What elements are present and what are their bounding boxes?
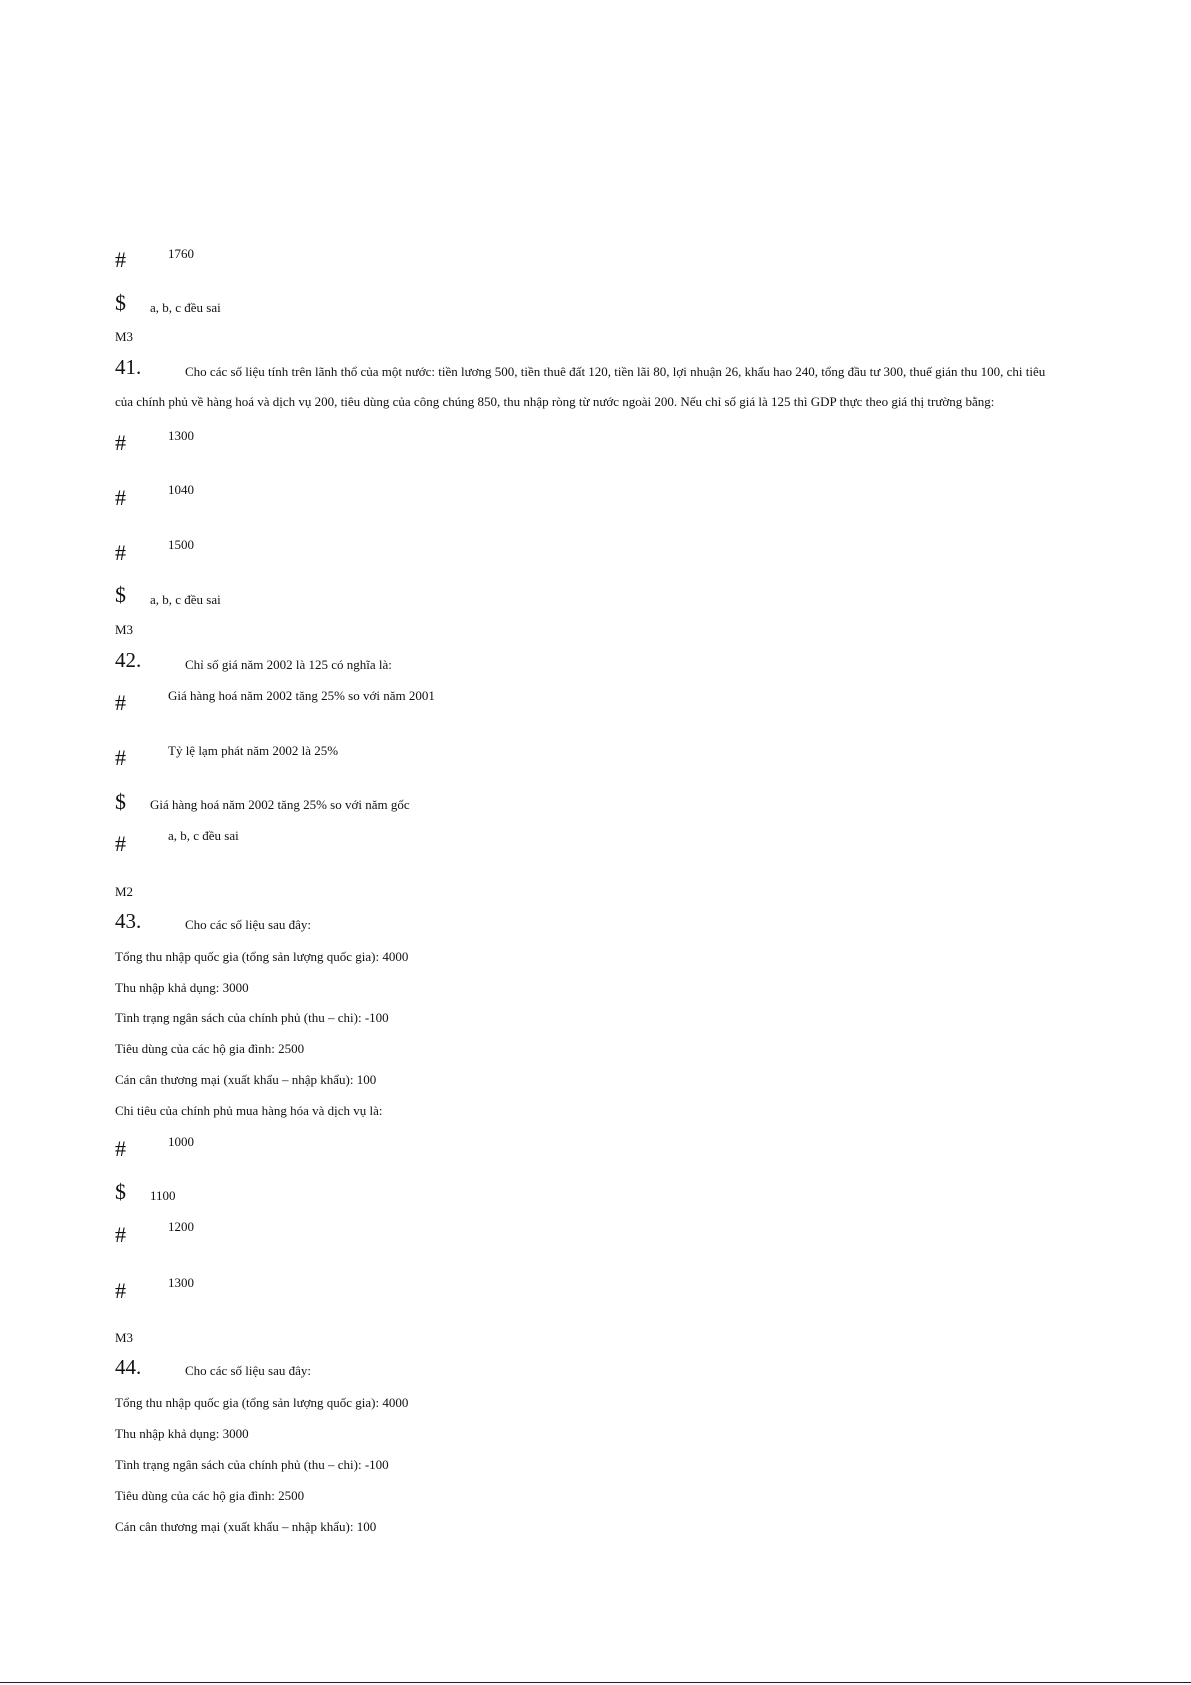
- option-text: 1200: [168, 1219, 194, 1234]
- answer-marker: $: [115, 1179, 126, 1204]
- option-text: 1300: [168, 428, 194, 443]
- question-text: Chỉ số giá năm 2002 là 125 có nghĩa là:: [185, 657, 392, 672]
- option-text: 1040: [168, 482, 194, 497]
- question-number: 41.: [115, 355, 142, 379]
- option-text: 1500: [168, 537, 194, 552]
- difficulty-level: M3: [115, 1330, 134, 1345]
- data-line: Thu nhập khả dụng: 3000: [115, 1426, 249, 1441]
- option-text: 1760: [168, 246, 194, 261]
- difficulty-level: M2: [115, 884, 134, 899]
- answer-marker: $: [115, 789, 126, 814]
- question-text-continued: của chính phủ về hàng hoá và dịch vụ 200, tiêu dùng của công chúng 850, thu nhập ròng từ nước ngoài 200. Nếu chỉ số giá là 125 thì GDP thực theo giá thị trường bằng:: [115, 394, 995, 409]
- question-number: 44.: [115, 1355, 142, 1379]
- option-marker: #: [115, 485, 126, 510]
- difficulty-level: M3: [115, 329, 134, 344]
- data-line: Tiêu dùng của các hộ gia đình: 2500: [115, 1041, 305, 1056]
- data-line: Thu nhập khả dụng: 3000: [115, 980, 249, 995]
- option-text: Tỷ lệ lạm phát năm 2002 là 25%: [168, 743, 339, 758]
- answer-marker: $: [115, 582, 126, 607]
- answer-text: a, b, c đều sai: [150, 592, 221, 607]
- data-line: Tiêu dùng của các hộ gia đình: 2500: [115, 1488, 305, 1503]
- answer-text: Giá hàng hoá năm 2002 tăng 25% so với năm gốc: [150, 797, 410, 812]
- option-marker: #: [115, 745, 126, 770]
- option-text: Giá hàng hoá năm 2002 tăng 25% so với năm 2001: [168, 688, 435, 703]
- option-marker: #: [115, 1278, 126, 1303]
- question-prompt: Chi tiêu của chính phủ mua hàng hóa và dịch vụ là:: [115, 1103, 383, 1118]
- answer-text: a, b, c đều sai: [150, 300, 221, 315]
- option-text: 1300: [168, 1275, 194, 1290]
- option-marker: #: [115, 1222, 126, 1247]
- option-marker: #: [115, 1136, 126, 1161]
- question-number: 42.: [115, 648, 142, 672]
- question-text: Cho các số liệu sau đây:: [185, 917, 311, 932]
- data-line: Cán cân thương mại (xuất khẩu – nhập khẩu): 100: [115, 1072, 377, 1087]
- data-line: Tình trạng ngân sách của chính phủ (thu – chi): -100: [115, 1010, 389, 1025]
- answer-marker: $: [115, 290, 126, 315]
- data-line: Tình trạng ngân sách của chính phủ (thu – chi): -100: [115, 1457, 389, 1472]
- data-line: Tổng thu nhập quốc gia (tổng sản lượng quốc gia): 4000: [115, 1395, 409, 1410]
- question-text: Cho các số liệu tính trên lãnh thổ của một nước: tiền lương 500, tiền thuê đất 120, tiền lãi 80, lợi nhuận 26, khấu hao 240, tổng đầu tư 300, thuế gián thu 100, chi tiêu: [185, 364, 1046, 379]
- option-marker: #: [115, 430, 126, 455]
- option-marker: #: [115, 540, 126, 565]
- question-number: 43.: [115, 909, 142, 933]
- option-marker: #: [115, 247, 126, 272]
- data-line: Cán cân thương mại (xuất khẩu – nhập khẩu): 100: [115, 1519, 377, 1534]
- option-marker: #: [115, 831, 126, 856]
- question-text: Cho các số liệu sau đây:: [185, 1363, 311, 1378]
- option-text: 1000: [168, 1134, 194, 1149]
- difficulty-level: M3: [115, 622, 134, 637]
- data-line: Tổng thu nhập quốc gia (tổng sản lượng quốc gia): 4000: [115, 949, 409, 964]
- answer-text: 1100: [150, 1188, 176, 1203]
- page-bottom-rule: [0, 1682, 1191, 1683]
- option-marker: #: [115, 690, 126, 715]
- option-text: a, b, c đều sai: [168, 828, 239, 843]
